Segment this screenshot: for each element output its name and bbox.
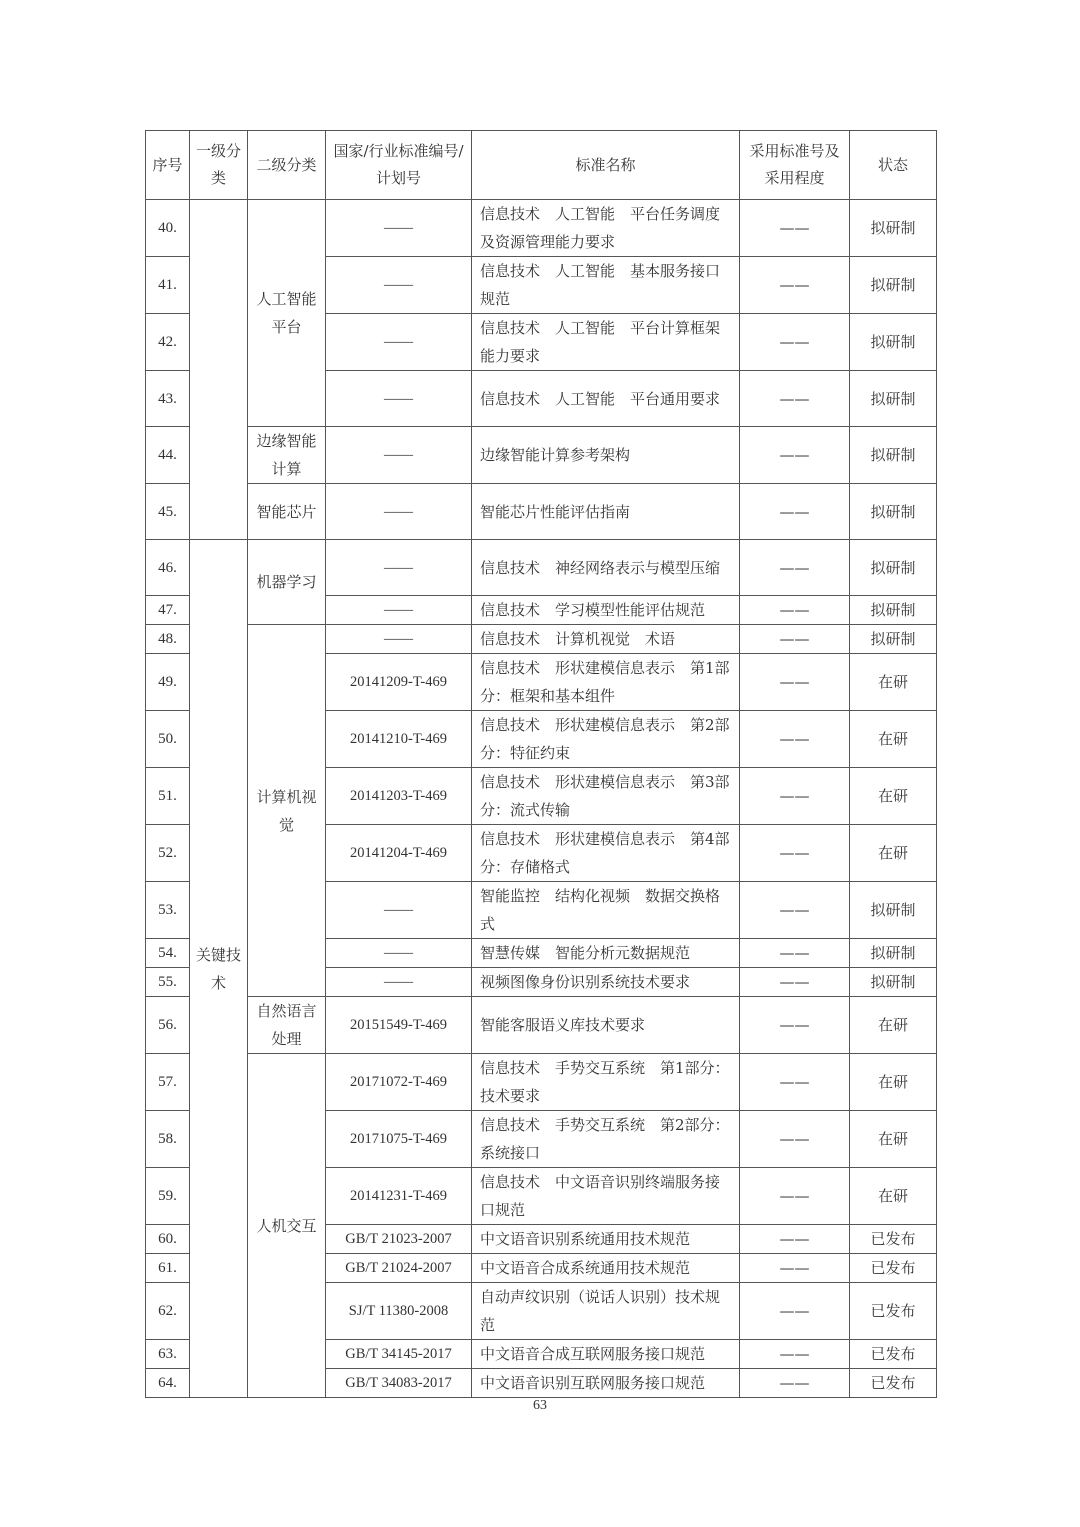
cell-status: 拟研制: [850, 314, 937, 371]
cell-code: ——: [326, 484, 472, 540]
table-row: [146, 427, 937, 484]
cell-name: 自动声纹识别（说话人识别）技术规范: [472, 1283, 740, 1340]
cell-status: 在研: [850, 1054, 937, 1111]
cell-code: ——: [326, 257, 472, 314]
cell-code: GB/T 21023-2007: [326, 1225, 472, 1254]
cell-adopt: ——: [740, 1340, 850, 1369]
cell-seq: 64.: [146, 1369, 190, 1398]
cell-code: GB/T 34145-2017: [326, 1340, 472, 1369]
cell-name: 信息技术 人工智能 平台通用要求: [472, 371, 740, 427]
cell-adopt: ——: [740, 1168, 850, 1225]
page-number: 63: [533, 1398, 547, 1413]
cell-adopt: ——: [740, 768, 850, 825]
cell-name: 中文语音识别系统通用技术规范: [472, 1225, 740, 1254]
cell-code: 20171075-T-469: [326, 1111, 472, 1168]
cell-level2: 智能芯片: [248, 484, 326, 540]
table-row: [146, 625, 937, 654]
cell-status: 已发布: [850, 1225, 937, 1254]
cell-status: 已发布: [850, 1283, 937, 1340]
cell-seq: 42.: [146, 314, 190, 371]
standards-table: [145, 130, 937, 1398]
cell-level1: [190, 200, 248, 540]
cell-name: 信息技术 神经网络表示与模型压缩: [472, 540, 740, 596]
cell-status: 已发布: [850, 1340, 937, 1369]
cell-adopt: ——: [740, 484, 850, 540]
cell-name: 信息技术 人工智能 平台计算框架能力要求: [472, 314, 740, 371]
cell-adopt: ——: [740, 371, 850, 427]
cell-adopt: ——: [740, 540, 850, 596]
cell-seq: 54.: [146, 939, 190, 968]
cell-name: 信息技术 人工智能 平台任务调度及资源管理能力要求: [472, 200, 740, 257]
cell-code: GB/T 34083-2017: [326, 1369, 472, 1398]
cell-level2: 计算机视觉: [248, 625, 326, 997]
cell-status: 拟研制: [850, 427, 937, 484]
cell-code: ——: [326, 939, 472, 968]
cell-status: 拟研制: [850, 371, 937, 427]
header-seq: 序号: [146, 131, 190, 200]
cell-status: 在研: [850, 768, 937, 825]
cell-seq: 51.: [146, 768, 190, 825]
cell-name: 智能监控 结构化视频 数据交换格式: [472, 882, 740, 939]
cell-name: 视频图像身份识别系统技术要求: [472, 968, 740, 997]
cell-seq: 59.: [146, 1168, 190, 1225]
cell-seq: 53.: [146, 882, 190, 939]
cell-adopt: ——: [740, 257, 850, 314]
table-row: [146, 997, 937, 1054]
cell-code: ——: [326, 427, 472, 484]
cell-name: 信息技术 计算机视觉 术语: [472, 625, 740, 654]
cell-name: 信息技术 手势交互系统 第2部分：系统接口: [472, 1111, 740, 1168]
cell-adopt: ——: [740, 1283, 850, 1340]
cell-adopt: ——: [740, 1054, 850, 1111]
cell-name: 信息技术 形状建模信息表示 第2部分：特征约束: [472, 711, 740, 768]
cell-seq: 62.: [146, 1283, 190, 1340]
header-level1: 一级分类: [190, 131, 248, 200]
cell-seq: 61.: [146, 1254, 190, 1283]
cell-status: 拟研制: [850, 882, 937, 939]
cell-seq: 43.: [146, 371, 190, 427]
cell-seq: 48.: [146, 625, 190, 654]
cell-adopt: ——: [740, 882, 850, 939]
cell-status: 拟研制: [850, 968, 937, 997]
cell-adopt: ——: [740, 427, 850, 484]
cell-status: 拟研制: [850, 939, 937, 968]
header-code: 国家/行业标准编号/计划号: [326, 131, 472, 200]
header-name: 标准名称: [472, 131, 740, 200]
cell-seq: 44.: [146, 427, 190, 484]
cell-adopt: ——: [740, 314, 850, 371]
cell-name: 信息技术 中文语音识别终端服务接口规范: [472, 1168, 740, 1225]
cell-adopt: ——: [740, 825, 850, 882]
cell-adopt: ——: [740, 997, 850, 1054]
cell-adopt: ——: [740, 1225, 850, 1254]
cell-status: 已发布: [850, 1254, 937, 1283]
cell-code: GB/T 21024-2007: [326, 1254, 472, 1283]
cell-code: ——: [326, 314, 472, 371]
cell-status: 在研: [850, 825, 937, 882]
table-row: [146, 200, 937, 257]
cell-code: 20141203-T-469: [326, 768, 472, 825]
cell-adopt: ——: [740, 711, 850, 768]
cell-status: 在研: [850, 1111, 937, 1168]
cell-name: 信息技术 手势交互系统 第1部分：技术要求: [472, 1054, 740, 1111]
cell-code: ——: [326, 596, 472, 625]
cell-seq: 41.: [146, 257, 190, 314]
cell-seq: 40.: [146, 200, 190, 257]
cell-seq: 60.: [146, 1225, 190, 1254]
cell-name: 信息技术 形状建模信息表示 第1部分：框架和基本组件: [472, 654, 740, 711]
table-body: [146, 200, 937, 1398]
cell-status: 拟研制: [850, 257, 937, 314]
cell-status: 拟研制: [850, 200, 937, 257]
cell-name: 智慧传媒 智能分析元数据规范: [472, 939, 740, 968]
cell-adopt: ——: [740, 596, 850, 625]
cell-status: 在研: [850, 1168, 937, 1225]
cell-adopt: ——: [740, 1254, 850, 1283]
cell-seq: 49.: [146, 654, 190, 711]
cell-name: 中文语音合成互联网服务接口规范: [472, 1340, 740, 1369]
cell-seq: 47.: [146, 596, 190, 625]
cell-name: 信息技术 形状建模信息表示 第3部分：流式传输: [472, 768, 740, 825]
cell-status: 在研: [850, 997, 937, 1054]
cell-code: ——: [326, 200, 472, 257]
cell-adopt: ——: [740, 968, 850, 997]
cell-level2: 自然语言处理: [248, 997, 326, 1054]
header-level2: 二级分类: [248, 131, 326, 200]
cell-status: 拟研制: [850, 540, 937, 596]
cell-status: 在研: [850, 654, 937, 711]
cell-adopt: ——: [740, 1369, 850, 1398]
cell-code: ——: [326, 540, 472, 596]
cell-seq: 55.: [146, 968, 190, 997]
cell-status: 已发布: [850, 1369, 937, 1398]
cell-adopt: ——: [740, 625, 850, 654]
cell-level2: 人工智能平台: [248, 200, 326, 427]
table-row: [146, 540, 937, 596]
cell-seq: 50.: [146, 711, 190, 768]
cell-seq: 58.: [146, 1111, 190, 1168]
cell-name: 信息技术 形状建模信息表示 第4部分：存储格式: [472, 825, 740, 882]
cell-seq: 45.: [146, 484, 190, 540]
cell-adopt: ——: [740, 939, 850, 968]
cell-seq: 56.: [146, 997, 190, 1054]
cell-status: 拟研制: [850, 625, 937, 654]
cell-level1: 关键技术: [190, 540, 248, 1398]
cell-name: 中文语音合成系统通用技术规范: [472, 1254, 740, 1283]
cell-code: ——: [326, 882, 472, 939]
cell-seq: 63.: [146, 1340, 190, 1369]
cell-adopt: ——: [740, 654, 850, 711]
cell-adopt: ——: [740, 200, 850, 257]
cell-code: ——: [326, 625, 472, 654]
cell-level2: 边缘智能计算: [248, 427, 326, 484]
cell-adopt: ——: [740, 1111, 850, 1168]
cell-name: 信息技术 人工智能 基本服务接口规范: [472, 257, 740, 314]
header-status: 状态: [850, 131, 937, 200]
cell-name: 信息技术 学习模型性能评估规范: [472, 596, 740, 625]
table-row: [146, 1054, 937, 1111]
cell-code: SJ/T 11380-2008: [326, 1283, 472, 1340]
cell-code: ——: [326, 371, 472, 427]
cell-level2: 机器学习: [248, 540, 326, 625]
cell-status: 在研: [850, 711, 937, 768]
cell-code: 20141210-T-469: [326, 711, 472, 768]
table-row: [146, 484, 937, 540]
header-adopt: 采用标准号及采用程度: [740, 131, 850, 200]
cell-name: 边缘智能计算参考架构: [472, 427, 740, 484]
cell-status: 拟研制: [850, 596, 937, 625]
cell-name: 智能客服语义库技术要求: [472, 997, 740, 1054]
cell-code: 20141204-T-469: [326, 825, 472, 882]
cell-code: 20141231-T-469: [326, 1168, 472, 1225]
cell-level2: 人机交互: [248, 1054, 326, 1398]
cell-code: 20141209-T-469: [326, 654, 472, 711]
cell-seq: 52.: [146, 825, 190, 882]
cell-name: 中文语音识别互联网服务接口规范: [472, 1369, 740, 1398]
cell-name: 智能芯片性能评估指南: [472, 484, 740, 540]
cell-code: 20151549-T-469: [326, 997, 472, 1054]
cell-code: ——: [326, 968, 472, 997]
cell-status: 拟研制: [850, 484, 937, 540]
cell-code: 20171072-T-469: [326, 1054, 472, 1111]
table-header-row: [146, 131, 937, 200]
cell-seq: 46.: [146, 540, 190, 596]
cell-seq: 57.: [146, 1054, 190, 1111]
